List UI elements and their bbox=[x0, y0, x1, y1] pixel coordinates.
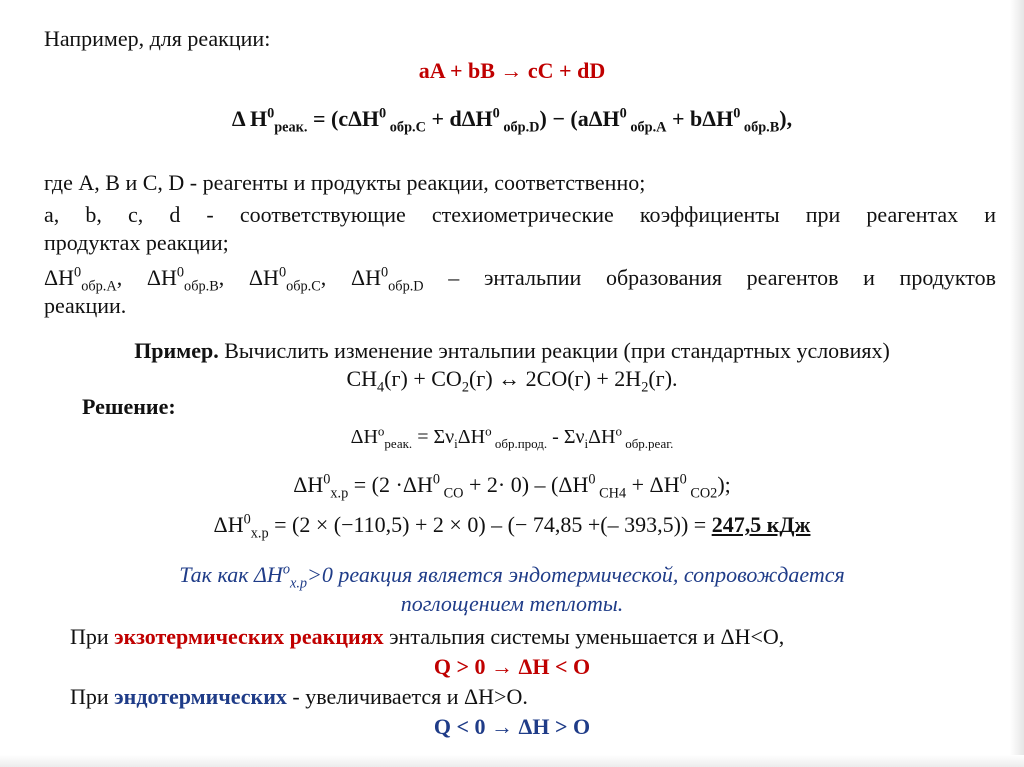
example-reaction: $CH_4(г) + CO_2(г)$ ↔ $2CO(г) + 2H_2(г)$. bbox=[346, 366, 678, 396]
endothermic-term: эндотермических bbox=[114, 684, 287, 709]
explain-line-1: где A, B и C, D - реагенты и продукты реакции, соответственно; bbox=[44, 170, 646, 195]
slide-edge-shadow-bottom bbox=[0, 755, 1024, 767]
exothermic-statement: При экзотермических реакциях энтальпия системы уменьшается и ΔH<O, bbox=[70, 624, 785, 649]
example-label: Пример. bbox=[134, 338, 219, 363]
exothermic-term: экзотермических реакциях bbox=[114, 624, 384, 649]
solution-formula-2: $\Delta H^0_{х.р} = (2 \cdot\Delta H^0$ $_{CO} + 2\cdot 0) - (\Delta H^0$ $_{CH4} + \Delta H^0$ $_{CO2}$); bbox=[293, 471, 731, 502]
endothermic-statement: При эндотермических - увеличивается и ΔH>O. bbox=[70, 684, 528, 709]
general-enthalpy-formula: Δ $H^0_{реак.} = (c\Delta H^0$ $_{обр.C}$ + dΔH$^0$ $_{обр.D}$) − (aΔH$^0$ $_{обр.A}$ + bΔH$^0$ $_{обр.B}$), bbox=[231, 105, 793, 136]
solution-formula-3: $\Delta H^0_{х.р} = (2 \times (-110,5) + 2 \times 0)$ – (− 74,85 +(– 393,5)) = 247,5 кДж bbox=[213, 511, 811, 542]
general-reaction: aA + bB → cC + dD bbox=[418, 58, 606, 83]
solution-formula-1: $\Delta H^o_{реак.} = \Sigma\nu_i\Delta H^o$ $_{обр.прод.} - \Sigma\nu_i\Delta H^o$ $_{обр.реаг.}$ bbox=[350, 423, 674, 451]
solution-result: 247,5 кДж bbox=[711, 512, 811, 537]
example-statement: Пример. Вычислить изменение энтальпии реакции (при стандартных условиях) bbox=[134, 338, 890, 363]
endothermic-rule: Q < 0 → ΔH > O bbox=[433, 714, 591, 739]
explain-line-3: продуктах реакции; bbox=[44, 230, 229, 255]
intro-text: Например, для реакции: bbox=[44, 26, 271, 51]
conclusion-line-2: поглощением теплоты. bbox=[400, 591, 624, 616]
exothermic-rule: Q > 0 → ΔH < O bbox=[433, 654, 591, 679]
explain-line-2: a, b, c, d - соответствующие стехиометрические коэффициенты при реагентах и bbox=[44, 202, 996, 227]
explain-line-5: реакции. bbox=[44, 293, 127, 318]
conclusion-line-1: Так как $\Delta H^o_{х.р}>0$ реакция является эндотермической, сопровождается bbox=[179, 561, 845, 592]
explain-line-4: $\Delta H^0_{обр.A}$, $\Delta H^0_{обр.B}$, $\Delta H^0_{обр.C}$, $\Delta H^0_{обр.D}$ – энтальпии образования реагентов и продуктов bbox=[44, 264, 996, 295]
solution-label: Решение: bbox=[82, 394, 176, 419]
